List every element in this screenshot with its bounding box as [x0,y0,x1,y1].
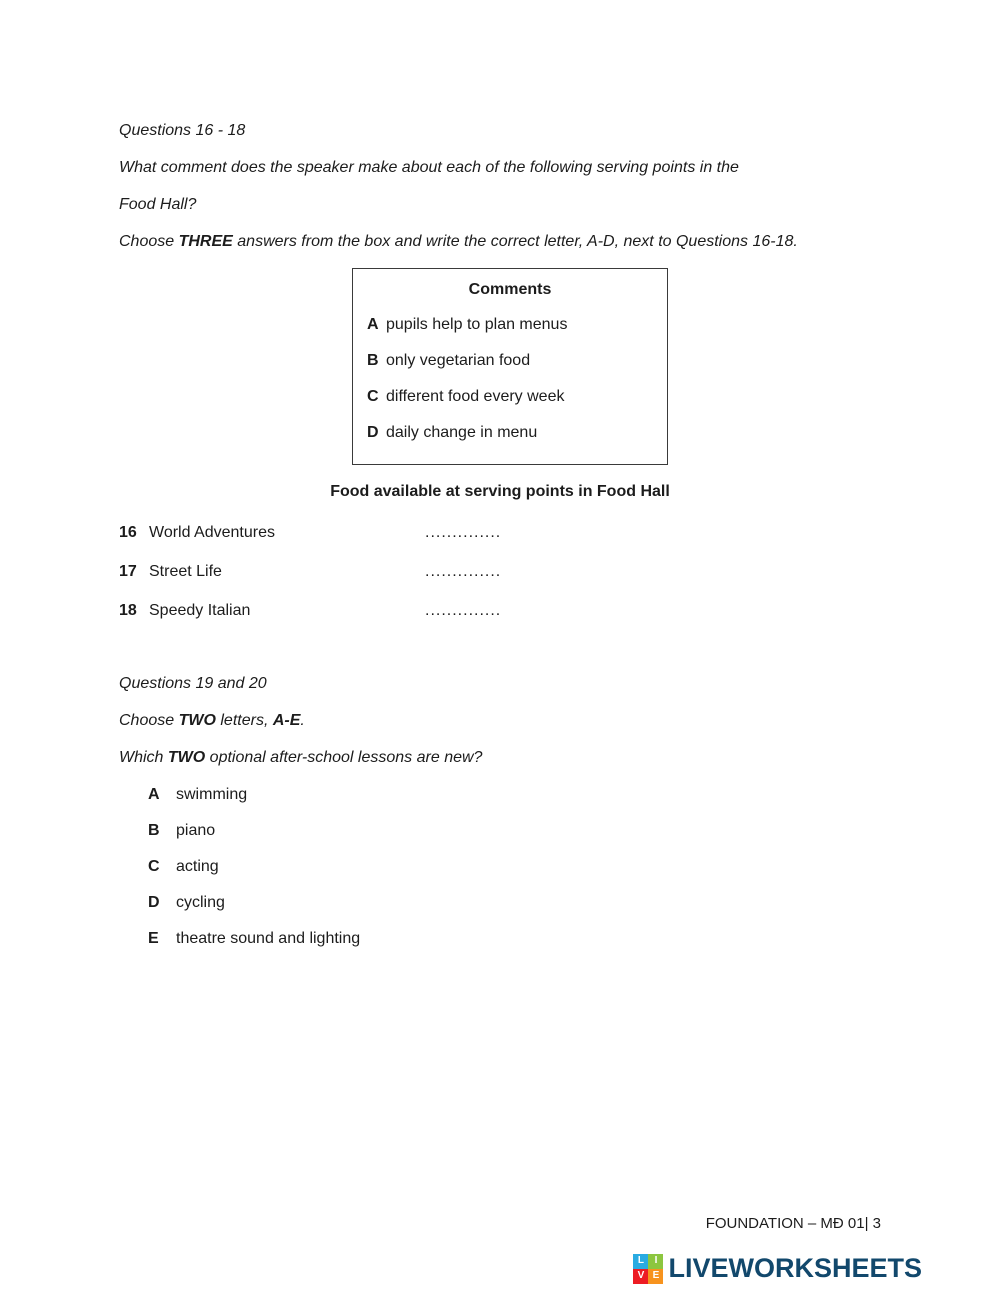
choose-suffix: answers from the box and write the correct letter, A-D, next to Questions 16-18. [232,233,798,250]
choose-bold-three: THREE [178,233,233,250]
question-label: Street Life [149,563,222,580]
choose-bold-ae: A-E [272,712,301,729]
comment-option-c [367,386,653,407]
choose-suffix: . [300,712,305,729]
choose-bold-two: TWO [178,712,216,729]
questions-19-20-heading: Questions 19 and 20 [119,675,267,692]
comment-option-a [367,314,653,335]
question-row-18 [119,600,881,621]
comment-option-text: only vegetarian food [386,352,531,369]
logo-square-i: I [648,1254,663,1269]
q16-18-choose-instruction [119,231,881,252]
question-row-17 [119,561,881,582]
choice-letter: B [148,822,160,839]
logo-square-e: E [648,1269,663,1284]
comment-option-text: pupils help to plan menus [386,316,568,333]
comment-option-letter: B [367,352,379,369]
q19-20-which-question [119,747,881,768]
choice-text: piano [176,822,216,839]
liveworksheets-wordmark: LIVEWORKSHEETS [668,1253,922,1283]
worksheet-content [119,120,881,964]
questions-16-18-heading: Questions 16 - 18 [119,122,246,139]
choose-mid: letters, [215,712,273,729]
which-prefix: Which [119,749,168,766]
choose-prefix: Choose [119,712,179,729]
answer-blank-18[interactable]: .............. [425,602,502,619]
comment-option-letter: C [367,388,379,405]
which-suffix: optional after-school lessons are new? [205,749,483,766]
choice-option-a[interactable] [148,784,881,805]
choice-text: cycling [176,894,225,911]
question-number: 18 [119,602,137,619]
answer-blank-17[interactable]: .............. [425,563,502,580]
question-label: World Adventures [149,524,275,541]
q16-18-intro-line2: Food Hall? [119,196,197,213]
choice-letter: A [148,786,160,803]
liveworksheets-logo[interactable] [633,1253,922,1284]
comment-option-d [367,422,653,443]
choice-text: swimming [176,786,248,803]
choice-letter: E [148,930,159,947]
choice-option-c[interactable] [148,856,881,877]
choice-text: acting [176,858,219,875]
choice-letter: D [148,894,160,911]
question-number: 16 [119,524,137,541]
q19-20-choose-instruction [119,710,881,731]
footer-page-info: FOUNDATION – MĐ 01| 3 [705,1215,881,1232]
q16-18-intro-line1: What comment does the speaker make about each of the following serving points in the [119,159,739,176]
comment-option-letter: A [367,316,379,333]
comment-option-b [367,350,653,371]
comments-box [352,268,668,465]
choice-option-d[interactable] [148,892,881,913]
which-bold-two: TWO [167,749,206,766]
comment-option-letter: D [367,424,379,441]
question-number: 17 [119,563,137,580]
comment-option-text: different food every week [386,388,565,405]
choice-letter: C [148,858,160,875]
liveworksheets-icon [633,1254,663,1284]
question-row-16 [119,522,881,543]
choice-option-b[interactable] [148,820,881,841]
choice-text: theatre sound and lighting [176,930,361,947]
comments-box-title: Comments [468,281,552,298]
logo-square-l: L [633,1254,648,1269]
question-label: Speedy Italian [149,602,251,619]
page-footer [706,1215,881,1232]
choose-prefix: Choose [119,233,179,250]
comment-option-text: daily change in menu [386,424,538,441]
choice-option-e[interactable] [148,928,881,949]
answer-blank-16[interactable]: .............. [425,524,502,541]
logo-square-v: V [633,1269,648,1284]
food-hall-subtitle: Food available at serving points in Food Hall [330,483,670,500]
